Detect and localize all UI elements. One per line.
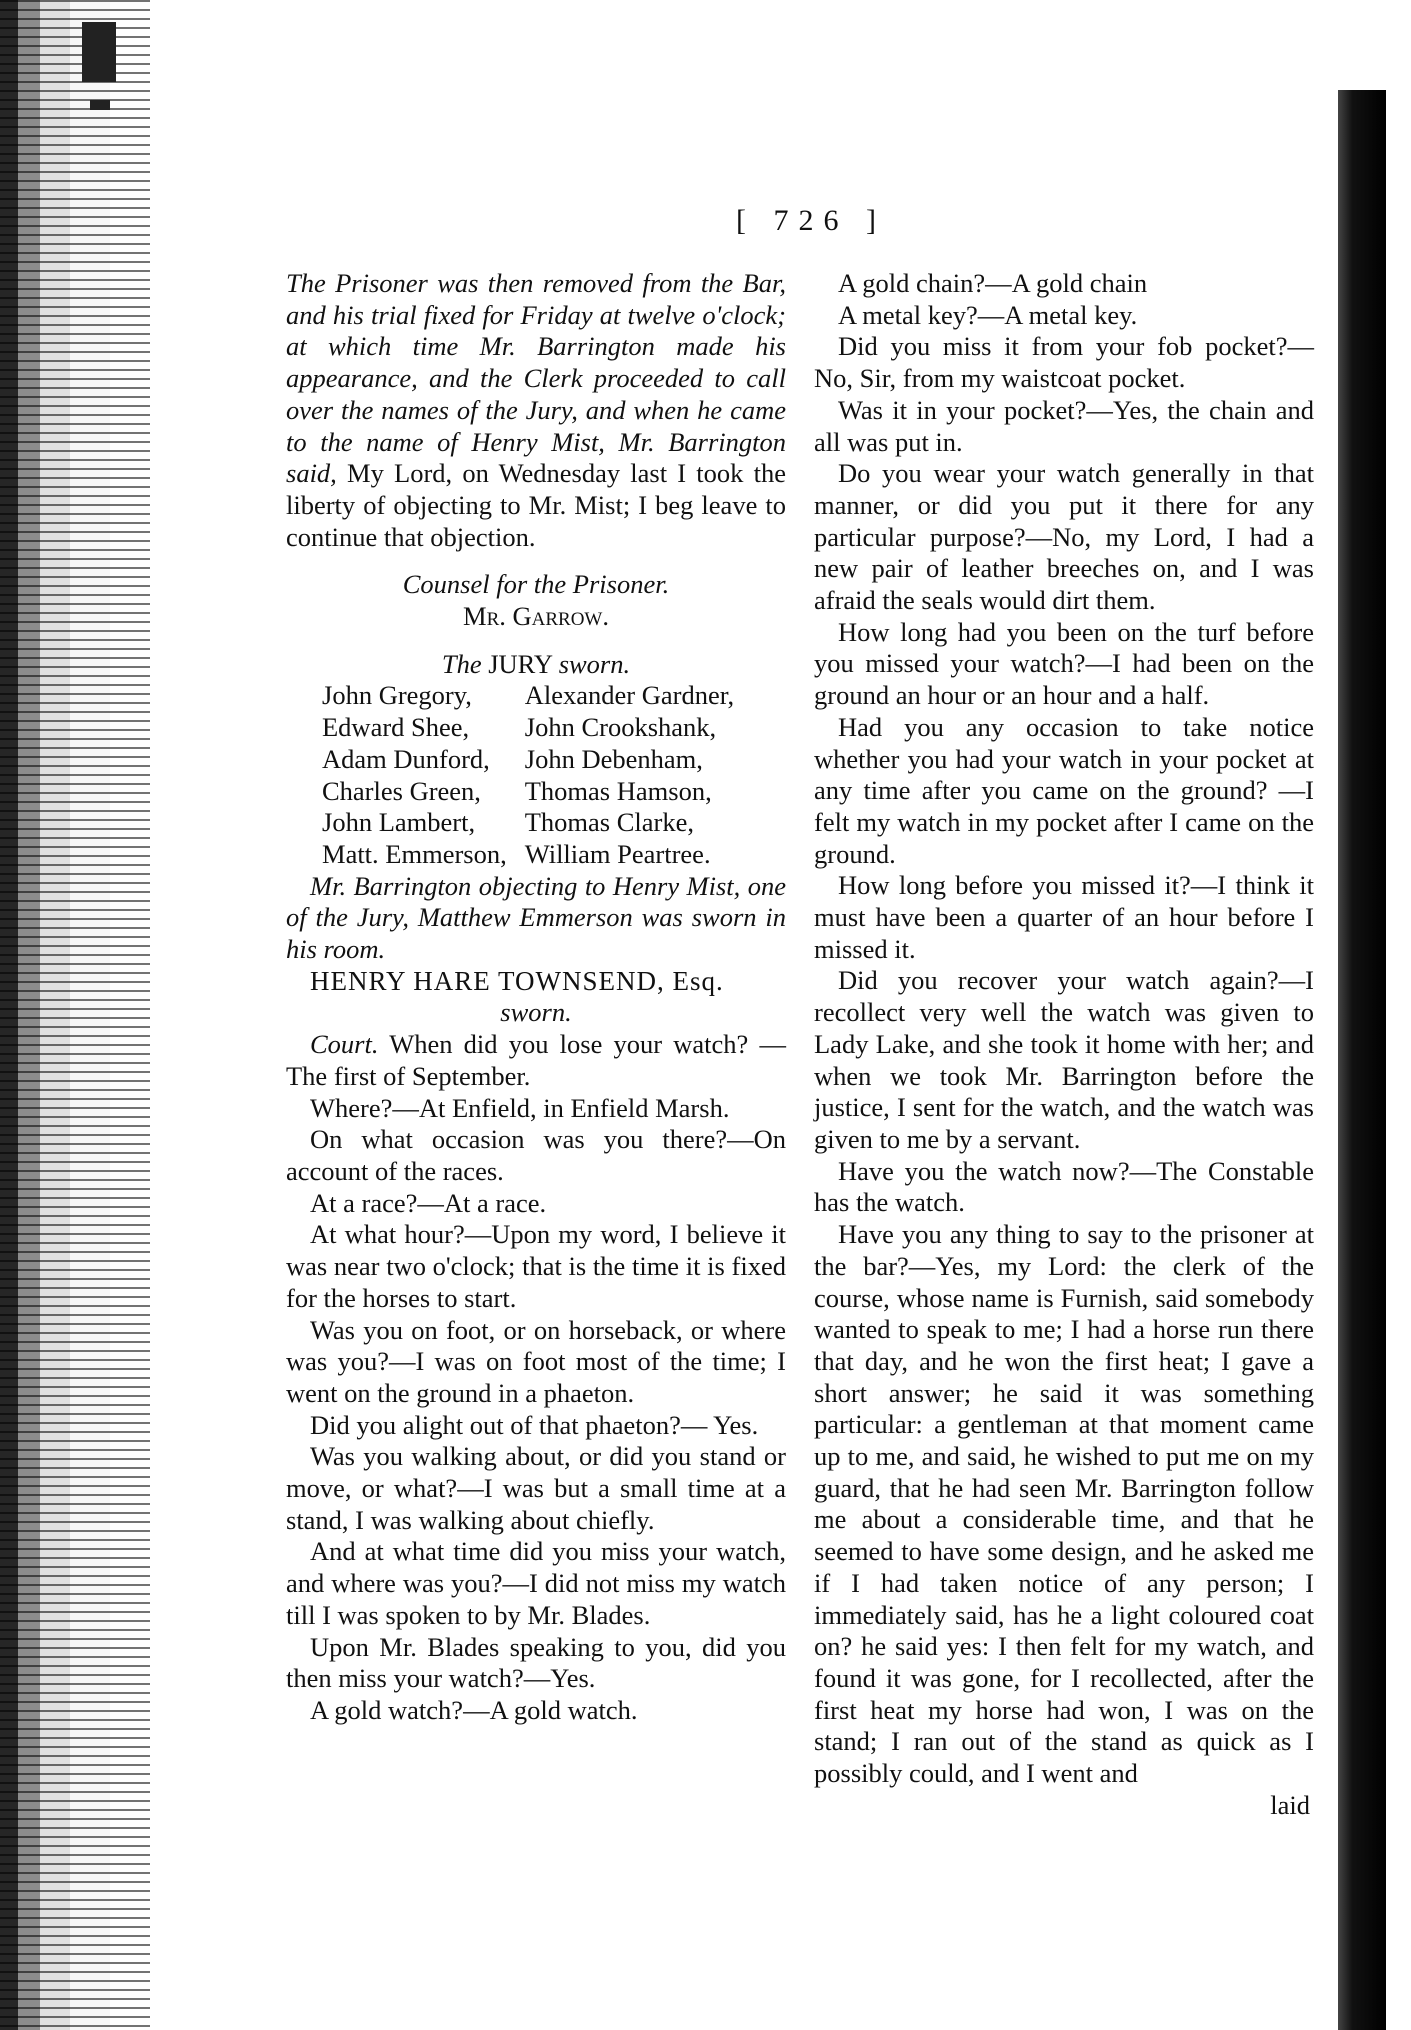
testimony-paragraph: Have you any thing to say to the prisoner at the bar?—Yes, my Lord: the clerk of the course, whose name is Furnish, said somebody wanted to speak to me; I had a horse run there that day, and he won the first heat; I gave a short answer; he said it was something particular: a gentleman at that moment came up to me, and said, he wished to put me on my guard, that he had seen Mr. Barrington follow me about a considerable time, and that he seemed to have some design, and he asked me if I had taken notice of any person; I immediately said, has he a light coloured coat on? he said yes: I then felt for my watch, and found it was gone, for I recollected, after the first heat my horse had won, I was on the stand; I ran out of the stand as quick as I possibly could, and I went and: [814, 1219, 1314, 1789]
juror-name: John Lambert,: [322, 807, 476, 838]
juror-name: Alexander Gardner,: [524, 680, 735, 711]
jury-list: [322, 680, 752, 870]
testimony-paragraph: Upon Mr. Blades speaking to you, did you then miss your watch?—Yes.: [286, 1631, 786, 1694]
testimony-paragraph: [286, 1029, 786, 1092]
intro-roman-lead: Mr. Barrington said,: [286, 426, 786, 489]
page-number: [ 726 ]: [736, 204, 886, 237]
juror-name: Thomas Hamson,: [524, 775, 712, 806]
jury-heading-word: JURY: [488, 648, 553, 679]
juror-name: William Peartree.: [524, 838, 711, 869]
testimony-paragraph: A gold watch?—A gold watch.: [310, 1694, 638, 1725]
binding-edge: [0, 0, 150, 2030]
right-column: [814, 268, 1314, 1821]
testimony-paragraph: Where?—At Enfield, in Enfield Marsh.: [310, 1092, 730, 1123]
testimony-paragraph: Was you walking about, or did you stand or move, or what?—I was but a small time at a stand, I was walking about chiefly.: [286, 1441, 786, 1535]
witness-name: HENRY HARE TOWNSEND, Esq.: [310, 965, 724, 996]
counsel-heading: Counsel for the Prisoner.: [402, 569, 670, 600]
jury-row: [322, 744, 752, 776]
jury-heading-tail: sworn.: [558, 648, 631, 679]
testimony-paragraph: Did you alight out of that phaeton?— Yes.: [310, 1409, 759, 1440]
intro-text: The Prisoner was then removed from the Bar, and his trial fixed for Friday at twelve o'clock; at which time Mr. Barrington made his appearance, and the Clerk proceeded to call over the names of the Jury, and when he came to the name of Henry Mist,: [286, 268, 786, 457]
testimony-paragraph: A gold chain?—A gold chain: [838, 268, 1148, 298]
testimony-paragraph: Have you the watch now?—The Constable has the watch.: [814, 1155, 1314, 1218]
testimony-paragraph: Was it in your pocket?—Yes, the chain and all was put in.: [814, 394, 1314, 457]
binding-mark: [90, 100, 110, 110]
testimony-paragraph: At a race?—At a race.: [310, 1187, 547, 1218]
jury-heading-lead: The: [441, 648, 482, 679]
testimony-paragraph: On what occasion was you there?—On account of the races.: [286, 1124, 786, 1186]
testimony-paragraph: Did you recover your watch again?—I recollect very well the watch was given to Lady Lake, and she took it home with her; and when we took Mr. Barrington before the justice, I sent for the watch, and the watch was given to me by a servant.: [814, 965, 1314, 1154]
juror-name: Thomas Clarke,: [524, 807, 695, 838]
court-label: Court.: [310, 1029, 379, 1060]
jury-row: [322, 680, 752, 712]
juror-name: John Gregory,: [322, 680, 472, 711]
page-edge-shadow: [1338, 90, 1386, 2030]
juror-name: Charles Green,: [322, 775, 481, 806]
catchword: laid: [1270, 1789, 1310, 1820]
counsel-name: Mr. Garrow.: [463, 601, 609, 632]
testimony-paragraph: At what hour?—Upon my word, I believe it was near two o'clock; that is the time it is fixed for the horses to start.: [286, 1219, 786, 1313]
witness-sworn: sworn.: [500, 997, 572, 1028]
jury-row: [322, 776, 752, 808]
testimony-paragraph: How long had you been on the turf before you missed your watch?—I had been on the ground an hour or an hour and a half.: [814, 616, 1314, 711]
testimony-paragraph: Was you on foot, or on horseback, or where was you?—I was on foot most of the time; I went on the ground in a phaeton.: [286, 1314, 786, 1408]
testimony-text: When did you lose your watch? —The first of September.: [286, 1029, 786, 1091]
testimony-paragraph: A metal key?—A metal key.: [838, 299, 1138, 330]
juror-name: John Debenham,: [524, 743, 703, 774]
intro-paragraph: [286, 268, 786, 553]
juror-name: John Crookshank,: [524, 712, 717, 743]
testimony-paragraph: Had you any occasion to take notice whether you had your watch in your pocket at any time after you came on the ground? —I felt my watch in my pocket after I came on the ground.: [814, 711, 1314, 869]
jury-row: [322, 712, 752, 744]
testimony-paragraph: How long before you missed it?—I think it must have been a quarter of an hour before I missed it.: [814, 870, 1314, 964]
jury-heading: [286, 649, 786, 681]
testimony-paragraph: And at what time did you miss your watch, and where was you?—I did not miss my watch till I was spoken to by Mr. Blades.: [286, 1536, 786, 1630]
testimony-paragraph: Did you miss it from your fob pocket?— No, Sir, from my waistcoat pocket.: [814, 331, 1314, 394]
juror-name: Adam Dunford,: [322, 743, 490, 774]
testimony-paragraph: Do you wear your watch generally in that manner, or did you put it there for any particular purpose?—No, my Lord, I had a new pair of leather breeches on, and I was afraid the seals would dirt them.: [814, 458, 1314, 616]
juror-name: Matt. Emmerson,: [322, 838, 507, 869]
jury-row: [322, 807, 752, 839]
juror-name: Edward Shee,: [322, 712, 470, 743]
left-column: [286, 268, 786, 1727]
jury-row: [322, 839, 752, 871]
objection-note: Mr. Barrington objecting to Henry Mist, one of the Jury, Matthew Emmerson was sworn in his room.: [286, 870, 786, 965]
intro-roman-text: My Lord, on Wednesday last I took the liberty of objecting to Mr. Mist; I beg leave to continue that objection.: [286, 458, 786, 552]
binding-mark: [82, 22, 116, 82]
